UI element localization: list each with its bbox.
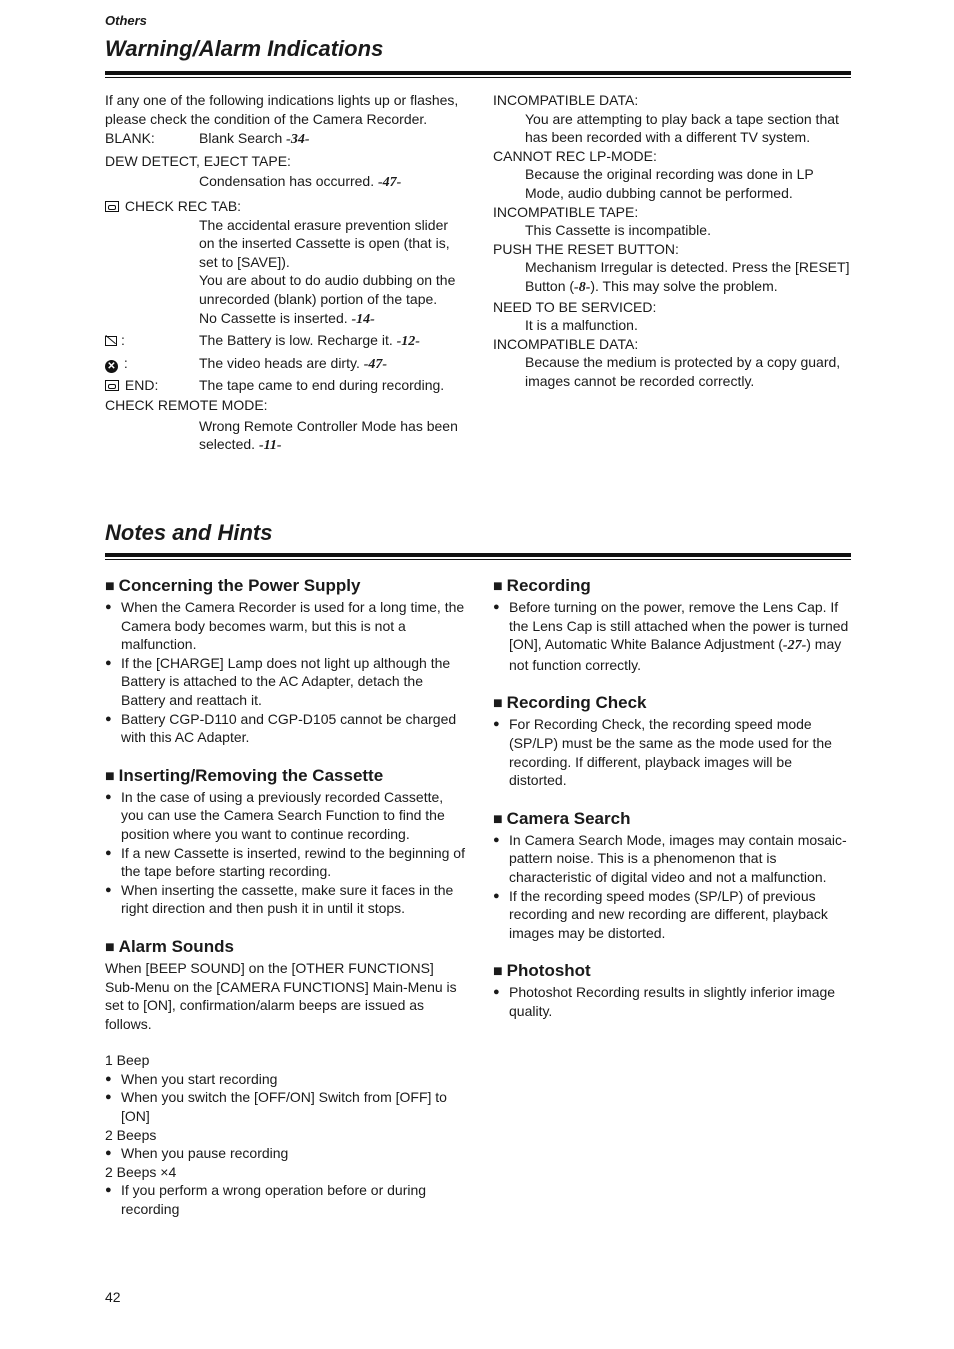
heads-text: The video heads are dirty. [199,354,364,371]
check-heading: ■ Recording Check [493,692,851,715]
battery-ref: -12- [396,334,420,350]
remote-text: Wrong Remote Controller Mode has been selected. [199,417,458,453]
recording-heading: ■ Recording [493,575,851,598]
reset-ref: -8- [574,279,591,295]
warning-title: Warning/Alarm Indications [105,36,384,61]
photoshot-bullet-1: Photoshot Recording results in slightly inferior image quality. [509,984,836,1019]
two-beeps-x4: 2 Beeps ×4 [105,1163,177,1180]
remote-ref: -11- [258,438,282,454]
list-item [105,710,467,747]
dew-key: DEW DETECT, EJECT TAPE: [105,152,291,169]
reset-text-2: ). This may solve the problem. [590,277,778,294]
checkrec-line-1: The accidental erasure prevention slider on the inserted Cassette is open (that is, set to [SAVE]). [199,216,450,270]
warning-intro: If any one of the following indications lights up or flashes, please check the condition of the Camera Recorder. [105,92,459,127]
list-item [493,831,851,887]
reset-text-1: Mechanism Irregular is detected. Press the [RESET] Button ( [525,259,850,294]
notes-left-column [105,575,467,1219]
checkrec-key: CHECK REC TAB: [124,197,242,214]
power-bullet-2: If the [CHARGE] Lamp does not light up although the Battery is attached to the AC Adapter, detach the Battery and reattach it. [121,654,451,708]
photoshot-heading: ■ Photoshot [493,960,851,983]
alarm-heading: ■ Alarm Sounds [105,936,467,959]
blank-ref: -34- [286,132,310,148]
lp-mode-text: Because the original recording was done in LP Mode, audio dubbing cannot be performed. [525,166,814,201]
notes-rule [105,553,851,557]
service-key: NEED TO BE SERVICED: [493,298,657,315]
list-item [105,1144,467,1163]
remote-key: CHECK REMOTE MODE: [105,396,268,413]
notes-rule-thin [105,559,851,560]
page-number: 42 [105,1289,121,1305]
search-heading: ■ Camera Search [493,808,851,831]
list-item [105,1070,467,1089]
alarm-intro: When [BEEP SOUND] on the [OTHER FUNCTIONS] Sub-Menu on the [CAMERA FUNCTIONS] Main-Menu is set to [ON], confirmation/alarm beeps are issued as follows. [105,959,457,1032]
search-bullet-1: In Camera Search Mode, images may contain mosaic-pattern noise. This is a phenomenon that is characteristic of digital video and not a malfunction. [509,831,847,885]
power-bullet-3: Battery CGP-D110 and CGP-D105 cannot be charged with this AC Adapter. [121,710,457,746]
dirty-heads-icon: ✕ [105,360,118,373]
power-heading: ■ Concerning the Power Supply [105,575,467,598]
heads-ref: -47- [363,356,388,372]
list-item [105,1088,467,1125]
end-text: The tape came to end during recording. [199,377,445,394]
list-item [493,983,851,1020]
warning-left-column [105,91,465,456]
battery-text: The Battery is low. Recharge it. [199,332,397,349]
incompat-tape-key: INCOMPATIBLE TAPE: [493,203,639,220]
title-rule-thin [105,77,851,78]
cassette-end-icon [105,380,119,391]
one-beep-bullet-1: When you start recording [121,1070,278,1087]
blank-text: Blank Search [199,130,287,147]
section-label: Others [105,13,147,28]
battery-low-icon [105,335,119,346]
cassette-lock-icon [105,201,119,212]
incompat-data-key-2: INCOMPATIBLE DATA: [493,335,639,352]
list-item [105,788,467,844]
recording-bullet-1b: ) may not function correctly. [509,636,842,673]
check-bullet-1: For Recording Check, the recording speed mode (SP/LP) must be the same as the mode used for the recording. If different, playback images will be distorted. [509,716,832,789]
reset-key: PUSH THE RESET BUTTON: [493,240,679,257]
list-item [493,887,851,943]
warning-right-column [493,91,853,391]
list-item [105,598,467,654]
lp-mode-key: CANNOT REC LP-MODE: [493,147,657,164]
checkrec-ref: -14- [351,311,375,327]
two-beeps: 2 Beeps [105,1126,157,1143]
list-item [105,654,467,710]
checkrec-line-2: You are about to do audio dubbing on the unrecorded (blank) portion of the tape. [199,272,456,307]
dew-text: Condensation has occurred. [199,173,378,190]
cassette-bullet-3: When inserting the cassette, make sure it faces in the right direction and then push it in until it stops. [121,881,454,917]
blank-key: BLANK: [105,130,155,147]
two-beeps-bullet-1: When you pause recording [121,1145,289,1162]
dew-ref: -47- [378,175,402,191]
title-rule [105,71,851,75]
one-beep-bullet-2: When you switch the [OFF/ON] Switch from [OFF] to [ON] [121,1089,447,1125]
notes-right-column [493,575,851,1021]
battery-key: : [121,332,125,349]
list-item [493,598,851,674]
search-bullet-2: If the recording speed modes (SP/LP) of previous recording and new recording are different, playback images may be distorted. [509,887,828,941]
cassette-bullet-1: In the case of using a previously recorded Cassette, you can use the Camera Search Function to find the position where you want to continue recording. [121,788,445,842]
power-bullet-1: When the Camera Recorder is used for a long time, the Camera body becomes warm, but this is not a malfunction. [121,599,465,653]
two-beeps-x4-bullet-1: If you perform a wrong operation before or during recording [121,1182,427,1218]
notes-title: Notes and Hints [105,520,273,545]
incompat-data-key: INCOMPATIBLE DATA: [493,92,639,108]
cassette-bullet-2: If a new Cassette is inserted, rewind to the beginning of the tape before starting recording. [121,844,465,880]
incompat-data-text-2: Because the medium is protected by a copy guard, images cannot be recorded correctly. [525,354,841,389]
list-item [105,881,467,918]
cassette-heading: ■ Inserting/Removing the Cassette [105,765,467,788]
list-item [105,844,467,881]
incompat-data-text: You are attempting to play back a tape section that has been recorded with a different TV system. [525,110,839,146]
one-beep: 1 Beep [105,1052,150,1069]
heads-key: : [123,354,128,371]
end-key: END: [124,377,159,394]
recording-bullet-1a: Before turning on the power, remove the Lens Cap. If the Lens Cap is still attached when the power is turned [ON], Automatic White Balance Adjustment ( [509,599,849,653]
incompat-tape-text: This Cassette is incompatible. [525,222,711,239]
list-item [493,715,851,789]
list-item [105,1181,467,1218]
recording-ref: -27- [782,638,807,654]
service-text: It is a malfunction. [525,317,638,334]
checkrec-line-3: No Cassette is inserted. [199,309,352,326]
